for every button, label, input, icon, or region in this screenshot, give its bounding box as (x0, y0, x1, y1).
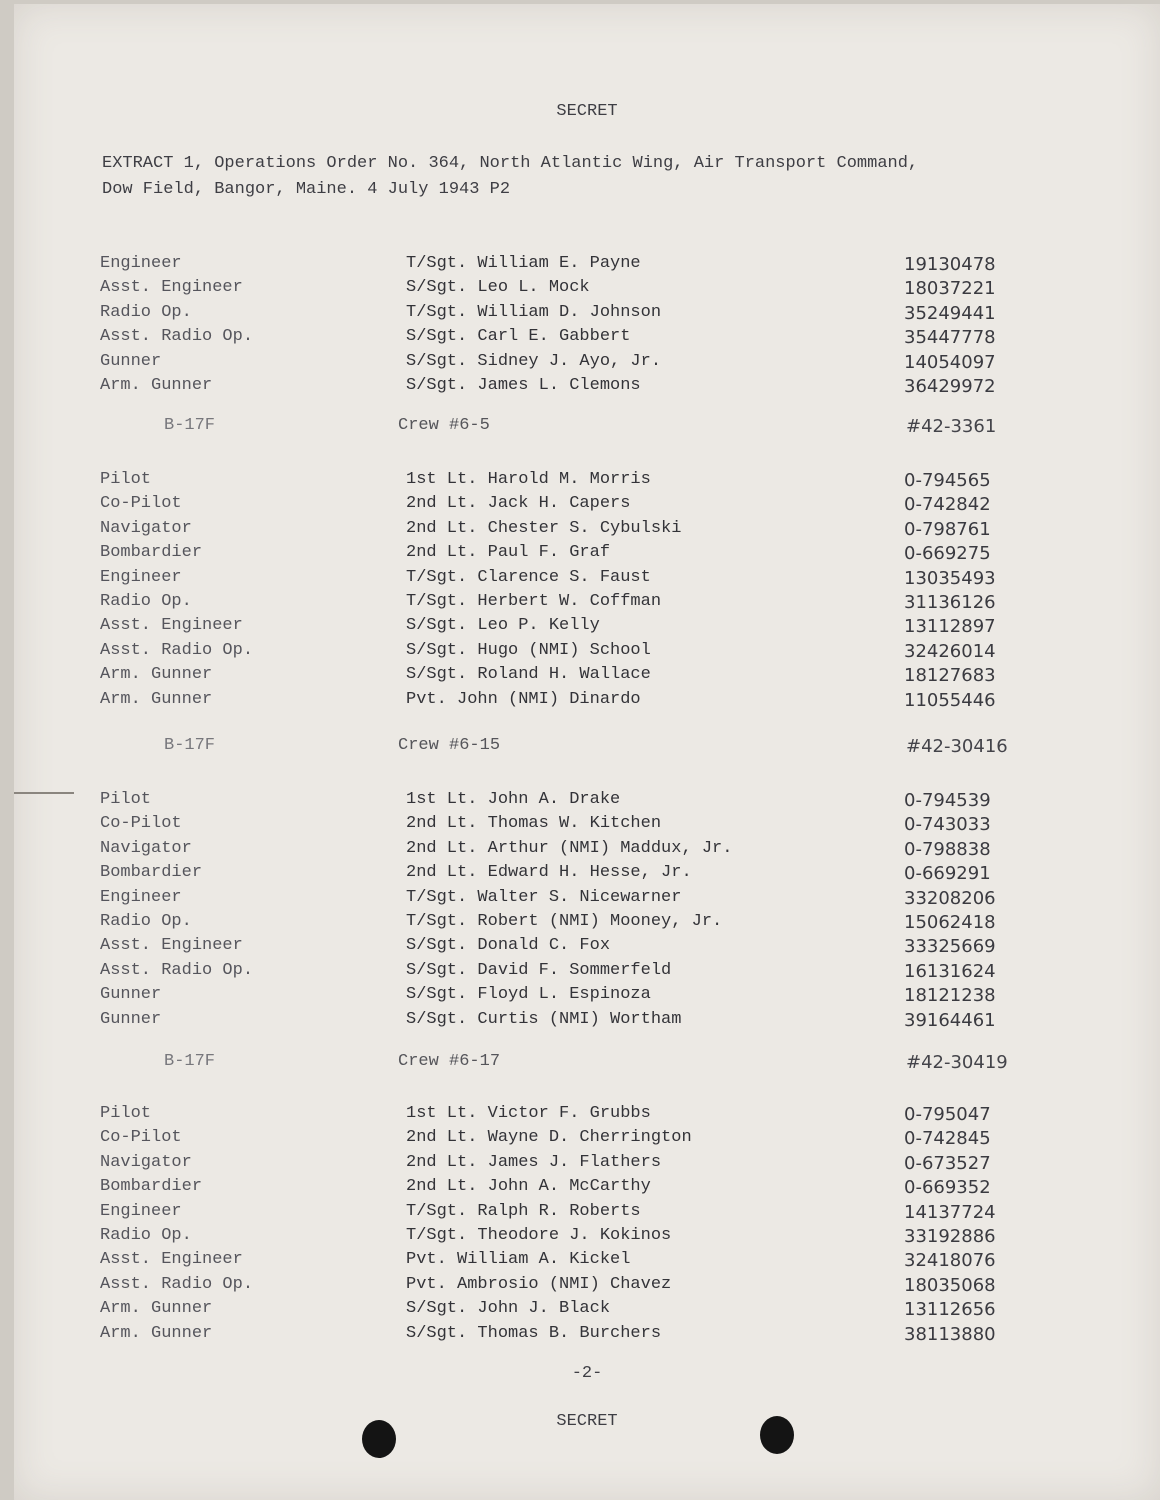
document-page (14, 4, 1160, 1500)
crew-name: 2nd Lt. Thomas W. Kitchen (406, 814, 662, 834)
crew-name: 2nd Lt. John A. McCarthy (406, 1177, 651, 1197)
crew-number: Crew #6-17 (398, 1052, 501, 1071)
crew-role: Navigator (100, 1152, 192, 1172)
serial-number: 35249441 (904, 302, 996, 324)
crew-role: Asst. Engineer (100, 278, 243, 298)
crew-role: Engineer (100, 1201, 182, 1221)
serial-number: 15062418 (904, 912, 996, 933)
crew-name: S/Sgt. Roland H. Wallace (406, 665, 651, 685)
crew-member-row (14, 790, 1160, 812)
serial-number: 14054097 (904, 351, 996, 373)
crew-role: Engineer (100, 567, 182, 587)
crew-name: Pvt. Ambrosio (NMI) Chavez (406, 1274, 672, 1294)
crew-member-row (14, 1177, 1160, 1199)
crew-member-row (14, 470, 1160, 492)
crew-name: 1st Lt. John A. Drake (406, 790, 621, 809)
crew-member-row (14, 1153, 1160, 1175)
crew-role: Asst. Engineer (100, 1250, 243, 1270)
crew-name: S/Sgt. Thomas B. Burchers (406, 1323, 662, 1343)
crew-header (14, 416, 1160, 440)
serial-number: 18121238 (904, 985, 996, 1007)
crew-header (14, 736, 1160, 760)
crew-member-row (14, 839, 1160, 861)
tail-number: #42-30419 (906, 1052, 1008, 1073)
crew-member-row (14, 888, 1160, 910)
serial-number: 14137724 (904, 1201, 996, 1223)
aircraft-type: B-17F (164, 416, 216, 435)
aircraft-type: B-17F (164, 1052, 216, 1071)
crew-name: 2nd Lt. James J. Flathers (406, 1152, 662, 1172)
serial-number: 33192886 (904, 1226, 996, 1247)
crew-role: Engineer (100, 887, 182, 907)
crew-role: Arm. Gunner (100, 376, 213, 395)
serial-number: 33208206 (904, 887, 996, 909)
serial-number: 18035068 (904, 1274, 996, 1296)
punch-hole-left (362, 1420, 396, 1458)
crew-member-row (14, 278, 1160, 300)
serial-number: 0-742845 (904, 1128, 991, 1150)
serial-number: 13112897 (904, 616, 996, 638)
crew-name: S/Sgt. Floyd L. Espinoza (406, 985, 651, 1005)
classification-top: SECRET (556, 102, 618, 121)
serial-number: 0-669352 (904, 1177, 991, 1199)
crew-name: T/Sgt. Ralph R. Roberts (406, 1201, 641, 1221)
crew-role: Radio Op. (100, 302, 192, 322)
crew-member-row (14, 1010, 1160, 1032)
crew-name: Pvt. John (NMI) Dinardo (406, 689, 641, 709)
serial-number: 13035493 (904, 567, 996, 589)
crew-name: 2nd Lt. Chester S. Cybulski (406, 518, 682, 538)
serial-number: 36429972 (904, 376, 996, 397)
serial-number: 19130478 (904, 254, 996, 275)
crew-role: Arm. Gunner (100, 665, 213, 685)
crew-name: 2nd Lt. Arthur (NMI) Maddux, Jr. (406, 838, 733, 858)
serial-number: 32418076 (904, 1250, 996, 1272)
crew-name: S/Sgt. Carl E. Gabbert (406, 327, 631, 347)
crew-member-row (14, 961, 1160, 983)
crew-role: Arm. Gunner (100, 1299, 213, 1319)
serial-number: 32426014 (904, 640, 996, 662)
crew-role: Bombardier (100, 543, 203, 563)
serial-number: 0-798761 (904, 518, 991, 540)
crew-role: Gunner (100, 1009, 162, 1029)
crew-member-row (14, 543, 1160, 565)
serial-number: 0-673527 (904, 1152, 991, 1174)
crew-member-row (14, 1250, 1160, 1272)
crew-member-row (14, 519, 1160, 541)
serial-number: 0-794539 (904, 790, 991, 811)
crew-role: Asst. Radio Op. (100, 1274, 254, 1294)
crew-member-row (14, 303, 1160, 325)
serial-number: 13112656 (904, 1299, 996, 1321)
crew-name: S/Sgt. James L. Clemons (406, 376, 641, 395)
crew-member-row (14, 568, 1160, 590)
crew-role: Gunner (100, 985, 162, 1005)
crew-member-row (14, 494, 1160, 516)
crew-member-row (14, 985, 1160, 1007)
serial-number: 18127683 (904, 665, 996, 687)
crew-role: Co-Pilot (100, 814, 182, 834)
crew-role: Pilot (100, 470, 152, 489)
serial-number: 35447778 (904, 327, 996, 349)
crew-member-row (14, 327, 1160, 349)
crew-name: 2nd Lt. Wayne D. Cherrington (406, 1128, 692, 1148)
extract-line-1: EXTRACT 1, Operations Order No. 364, North Atlantic Wing, Air Transport Command, (102, 154, 919, 173)
crew-role: Co-Pilot (100, 1128, 182, 1148)
serial-number: 0-795047 (904, 1104, 991, 1125)
classification-bottom: SECRET (556, 1412, 618, 1431)
serial-number: 39164461 (904, 1009, 996, 1031)
crew-name: 2nd Lt. Paul F. Graf (406, 543, 611, 563)
crew-name: S/Sgt. David F. Sommerfeld (406, 960, 672, 980)
crew-role: Asst. Engineer (100, 936, 243, 956)
crew-name: 1st Lt. Victor F. Grubbs (406, 1104, 651, 1123)
crew-role: Radio Op. (100, 1226, 192, 1245)
serial-number: 33325669 (904, 936, 996, 958)
crew-role: Radio Op. (100, 592, 192, 611)
crew-name: T/Sgt. Herbert W. Coffman (406, 592, 662, 611)
crew-member-row (14, 1275, 1160, 1297)
crew-name: T/Sgt. William E. Payne (406, 254, 641, 273)
punch-hole-right (760, 1416, 794, 1454)
crew-member-row (14, 352, 1160, 374)
crew-member-row (14, 863, 1160, 885)
crew-role: Radio Op. (100, 912, 192, 931)
crew-member-row (14, 616, 1160, 638)
crew-header (14, 1052, 1160, 1076)
crew-member-row (14, 1202, 1160, 1224)
crew-name: S/Sgt. Sidney J. Ayo, Jr. (406, 351, 662, 371)
serial-number: 0-794565 (904, 470, 991, 491)
crew-number: Crew #6-5 (398, 416, 490, 435)
crew-role: Co-Pilot (100, 494, 182, 514)
crew-role: Arm. Gunner (100, 689, 213, 709)
crew-name: 1st Lt. Harold M. Morris (406, 470, 651, 489)
crew-member-row (14, 814, 1160, 836)
crew-member-row (14, 641, 1160, 663)
crew-role: Asst. Radio Op. (100, 327, 254, 347)
crew-number: Crew #6-15 (398, 736, 501, 755)
crew-member-row (14, 1299, 1160, 1321)
crew-member-row (14, 376, 1160, 398)
crew-role: Navigator (100, 838, 192, 858)
serial-number: 38113880 (904, 1323, 996, 1345)
crew-name: S/Sgt. John J. Black (406, 1299, 611, 1319)
crew-role: Pilot (100, 1104, 152, 1123)
crew-member-row (14, 254, 1160, 276)
crew-role: Gunner (100, 351, 162, 371)
crew-name: T/Sgt. Walter S. Nicewarner (406, 887, 682, 907)
tail-number: #42-30416 (906, 736, 1008, 757)
extract-line-2: Dow Field, Bangor, Maine. 4 July 1943 P2 (102, 180, 511, 199)
crew-name: T/Sgt. Robert (NMI) Mooney, Jr. (406, 912, 723, 931)
serial-number: 0-798838 (904, 838, 991, 860)
crew-member-row (14, 912, 1160, 934)
crew-role: Engineer (100, 254, 182, 273)
crew-role: Arm. Gunner (100, 1323, 213, 1343)
page-number: -2- (571, 1364, 603, 1383)
crew-role: Bombardier (100, 1177, 203, 1197)
crew-role: Pilot (100, 790, 152, 809)
crew-name: 2nd Lt. Edward H. Hesse, Jr. (406, 863, 692, 883)
serial-number: 18037221 (904, 278, 996, 300)
crew-member-row (14, 1226, 1160, 1248)
crew-name: S/Sgt. Leo P. Kelly (406, 616, 600, 636)
crew-role: Asst. Radio Op. (100, 640, 254, 660)
crew-role: Bombardier (100, 863, 203, 883)
aircraft-type: B-17F (164, 736, 216, 755)
crew-name: 2nd Lt. Jack H. Capers (406, 494, 631, 514)
crew-member-row (14, 1104, 1160, 1126)
crew-name: S/Sgt. Curtis (NMI) Wortham (406, 1009, 682, 1029)
crew-member-row (14, 936, 1160, 958)
crew-member-row (14, 1324, 1160, 1346)
crew-name: T/Sgt. Theodore J. Kokinos (406, 1226, 672, 1245)
serial-number: 0-743033 (904, 814, 991, 836)
crew-role: Asst. Engineer (100, 616, 243, 636)
crew-name: T/Sgt. Clarence S. Faust (406, 567, 651, 587)
crew-name: T/Sgt. William D. Johnson (406, 302, 662, 322)
crew-name: Pvt. William A. Kickel (406, 1250, 631, 1270)
crew-name: S/Sgt. Donald C. Fox (406, 936, 611, 956)
tail-number: #42-3361 (906, 416, 997, 437)
crew-name: S/Sgt. Leo L. Mock (406, 278, 590, 298)
serial-number: 16131624 (904, 960, 996, 982)
crew-role: Navigator (100, 518, 192, 538)
crew-member-row (14, 665, 1160, 687)
crew-name: S/Sgt. Hugo (NMI) School (406, 640, 651, 660)
serial-number: 0-669275 (904, 543, 991, 565)
crew-member-row (14, 690, 1160, 712)
serial-number: 31136126 (904, 592, 996, 613)
crew-member-row (14, 592, 1160, 614)
serial-number: 0-742842 (904, 494, 991, 516)
crew-role: Asst. Radio Op. (100, 960, 254, 980)
serial-number: 11055446 (904, 689, 996, 711)
crew-member-row (14, 1128, 1160, 1150)
serial-number: 0-669291 (904, 863, 991, 885)
